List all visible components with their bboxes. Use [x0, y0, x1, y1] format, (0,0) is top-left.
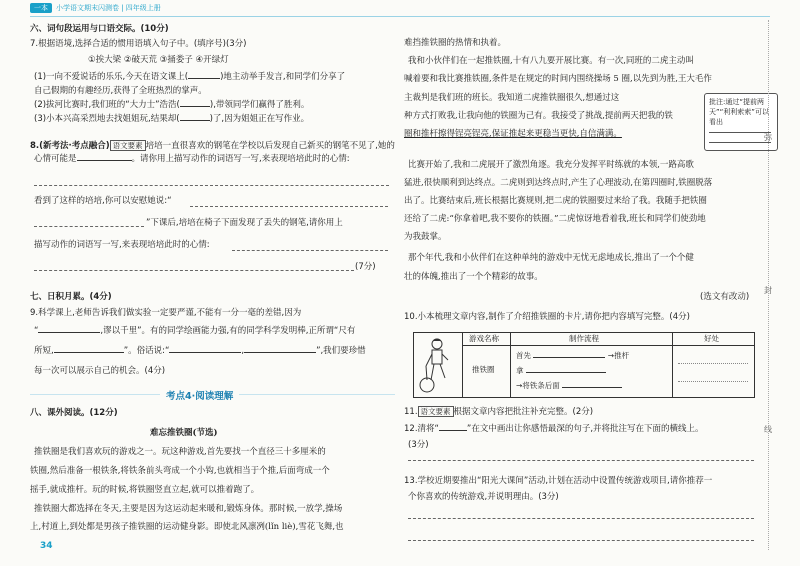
- q12-mark-blank[interactable]: [439, 430, 467, 431]
- card-benefit-line-2[interactable]: [678, 381, 748, 382]
- margin-char-3: 线: [764, 425, 772, 434]
- card-step-3-blank[interactable]: [562, 387, 622, 388]
- q7-options: ①挨大梁 ②破天荒 ③捅娄子 ④开绿灯: [88, 55, 229, 65]
- q8-line2: 心情可能是 。请你用上描写动作的词语写一写,来表现培培此时的心情:: [34, 154, 350, 164]
- q9-line1: 9.科学课上,老师告诉我们做实验一定要严谨,不能有一分一毫的差错,因为: [30, 308, 302, 318]
- q13-line2: 个你喜欢的传统游戏,并说明理由。(3分): [408, 492, 559, 502]
- q8-line5: 描写动作的词语写一写,来表现培培此时的心情:: [34, 240, 210, 250]
- margin-char-2: 封: [764, 286, 772, 295]
- q11-tag: 语文要素: [418, 406, 454, 417]
- header-title: 小学语文期末闪测卷 | 四年级上册: [56, 4, 161, 12]
- q8-answer-line-3[interactable]: [34, 226, 144, 227]
- passage-line-4: 推铁圈大都选择在冬天,主要是因为这运动起来暖和,锻炼身体。那时候,一放学,操场: [34, 504, 343, 514]
- card-step-2-blank[interactable]: [526, 372, 606, 373]
- card-header-rule: [462, 345, 754, 346]
- card-benefit-line-1[interactable]: [678, 363, 748, 364]
- section-7-heading: 七、日积月累。(4分): [30, 292, 112, 302]
- q7-1-cont: 自己假期的有趣经历,获得了全班热烈的掌声。: [34, 86, 207, 96]
- card-header-name: 游戏名称: [469, 334, 499, 343]
- binding-line: [768, 20, 770, 550]
- card-divider-1: [462, 333, 463, 397]
- passage-right-1: 难挡推铁圈的热情和执着。: [404, 38, 507, 48]
- header-divider: [30, 16, 770, 17]
- card-header-process: 制作流程: [569, 334, 599, 343]
- section-8-heading: 八、课外阅读。(12分): [30, 408, 118, 418]
- card-step-2: 拿: [516, 366, 606, 376]
- passage-right-10: 还给了二虎:“你拿着吧,我不要你的铁圈。”二虎惊讶地看着我,班长和同学们使劲地: [404, 214, 706, 224]
- passage-line-3: 摇手,就成推杆。玩的时候,将铁圈竖直立起,就可以推着跑了。: [30, 485, 260, 495]
- q8-tag: 语文要素: [110, 140, 146, 151]
- q8-line1: 8.(新考法·考点融合) 语文要素 培培一直很喜欢的钢笔在学校以后发现自己新买的钢笔不见了,她的: [30, 141, 395, 151]
- q11-line: 11. 语文要素 根据文章内容把批注补充完整。(2分): [404, 407, 594, 417]
- q8-answer-line-4[interactable]: [232, 250, 388, 251]
- passage-line-5: 上,村道上,到处都是男孩子推铁圈的运动健身影。即使北风凛冽(lǐn liè),雪花飞舞,也: [30, 522, 344, 532]
- q9-blank-2[interactable]: [54, 352, 124, 353]
- game-card: [413, 332, 755, 398]
- q9-line2: “ ,谬以千里”。有的同学绘画能力强,有的同学科学发明棒,正所谓“尺有: [34, 326, 356, 336]
- annotation-blank-2[interactable]: [709, 142, 771, 143]
- q13-answer-line-1[interactable]: [408, 518, 754, 519]
- passage-line-2: 铁圈,然后准备一根铁条,将铁条前头弯成一个小钩,也就相当于个推,后面弯成一个: [30, 466, 330, 476]
- passage-right-6: 圈和推杆擦得锃亮锃亮,保证推起来更稳当更快,自信满满。: [404, 129, 622, 139]
- q7-prompt: 7.根据语境,选择合适的惯用语填入句子中。(填序号)(3分): [30, 39, 247, 49]
- card-step-1-blank[interactable]: [533, 357, 605, 358]
- q13-line1: 13.学校近期要推出“阳光大课间”活动,计划在活动中设置传统游戏项目,请你推荐一: [404, 476, 713, 486]
- passage-title: 难忘推铁圈(节选): [150, 428, 218, 438]
- card-step-1: 首先 →推杆: [516, 351, 630, 360]
- passage-right-7: 比赛开始了,我和二虎展开了激烈角逐。我充分发挥平时练就的本领,一路高歌: [408, 160, 694, 170]
- source-note: (选文有改动): [700, 292, 750, 302]
- q7-2-line: (2)拔河比赛时,我们班的“大力士”浩浩( ),带领同学们赢得了胜利。: [34, 100, 310, 110]
- q9-blank-4[interactable]: [244, 352, 316, 353]
- passage-right-3: 喊着要和我比赛推铁圈,条件是在规定的时间内围绕操场 5 圈,以先到为胜,王大毛作: [404, 74, 712, 84]
- q8-line3: 看到了这样的培培,你可以安慰她说:“: [34, 196, 172, 206]
- card-game-name: 推铁圈: [472, 365, 495, 374]
- header-badge: 一本: [30, 3, 52, 13]
- passage-right-8: 猛进,很快顺利到达终点。二虎则到达终点时,产生了心理波动,在第四圈时,铁圈脱落: [404, 178, 713, 188]
- annotation-text: 批注:通过“提前两天”“利利索索”可以看出: [709, 98, 769, 126]
- card-step-3: →将铁条后面: [516, 381, 622, 391]
- passage-right-12: 那个年代,我和小伙伴们在这种单纯的游戏中无忧无虑地成长,推出了一个个健: [408, 253, 694, 263]
- passage-right-5: 种方式打败我,让我向他的铁圈为己有。我接受了挑战,提前两天把我的铁: [404, 111, 673, 121]
- q12-line1: 12.清将“ ”在文中画出让你感悟最深的句子,并将批注写在下面的横线上。: [404, 424, 704, 434]
- q9-line4: 每一次可以展示自己的机会。(4分): [34, 366, 166, 376]
- page-number: 34: [40, 541, 53, 551]
- q7-2-blank[interactable]: [180, 106, 210, 107]
- passage-right-11: 为我鼓掌。: [404, 232, 447, 242]
- q8-line4: ”下课后,培培在椅子下面发现了丢失的钢笔,请你用上: [146, 218, 343, 228]
- passage-right-9: 出了。比赛结束后,班长根据比赛规则,把二虎的铁圈要过来给了我。我随手把铁圈: [404, 196, 707, 206]
- q9-line3: 所短, ”。俗话说:“ , ”,我们要珍惜: [34, 346, 366, 356]
- q7-1-blank[interactable]: [188, 78, 220, 79]
- passage-right-4: 主裁判是我们班的班长。我知道二虎推铁圈很久,想通过这: [404, 93, 620, 103]
- q9-blank-1[interactable]: [38, 332, 100, 333]
- boy-rolling-hoop-illustration: [417, 336, 459, 394]
- passage-right-2: 我和小伙伴们在一起推铁圈,十有八九要开展比赛。有一次,同班的二虎主动叫: [408, 56, 694, 66]
- card-divider-3: [672, 333, 673, 397]
- q7-3-blank[interactable]: [180, 120, 210, 121]
- q9-blank-3[interactable]: [169, 352, 241, 353]
- section-4-title: 考点4·阅读理解: [160, 388, 239, 402]
- section-6-heading: 六、词句段运用与口语交际。(10分): [30, 24, 169, 34]
- q8-answer-line-1[interactable]: [34, 185, 389, 186]
- margin-char-1: 弥: [764, 133, 772, 142]
- card-divider-2: [510, 333, 511, 397]
- q8-answer-line-5[interactable]: [34, 270, 354, 271]
- q12-score: (3分): [408, 440, 429, 450]
- q8-answer-line-2[interactable]: [190, 206, 388, 207]
- passage-line-1: 推铁圈是我们喜欢玩的游戏之一。玩这种游戏,首先要找一个直径三十多厘米的: [34, 447, 326, 457]
- annotation-blank-1[interactable]: [709, 132, 771, 133]
- q8-mood-blank[interactable]: [77, 160, 132, 161]
- q10-prompt: 10.小本梳理文章内容,制作了介绍推铁圈的卡片,请你把内容填写完整。(4分): [404, 312, 690, 322]
- q8-score: (7分): [355, 262, 376, 272]
- q7-1-line: (1)一向不爱说话的乐乐,今天在语文课上( )地主动举手发言,和同学们分享了: [34, 72, 346, 82]
- q12-answer-line[interactable]: [408, 460, 754, 461]
- q7-3-line: (3)小本兴高采烈地去找姐姐玩,结果却( )了,因为姐姐正在写作业。: [34, 114, 310, 124]
- card-header-benefit: 好处: [704, 334, 719, 343]
- passage-right-13: 壮的体魄,推出了一个个精彩的故事。: [404, 272, 543, 282]
- q13-answer-line-2[interactable]: [408, 540, 754, 541]
